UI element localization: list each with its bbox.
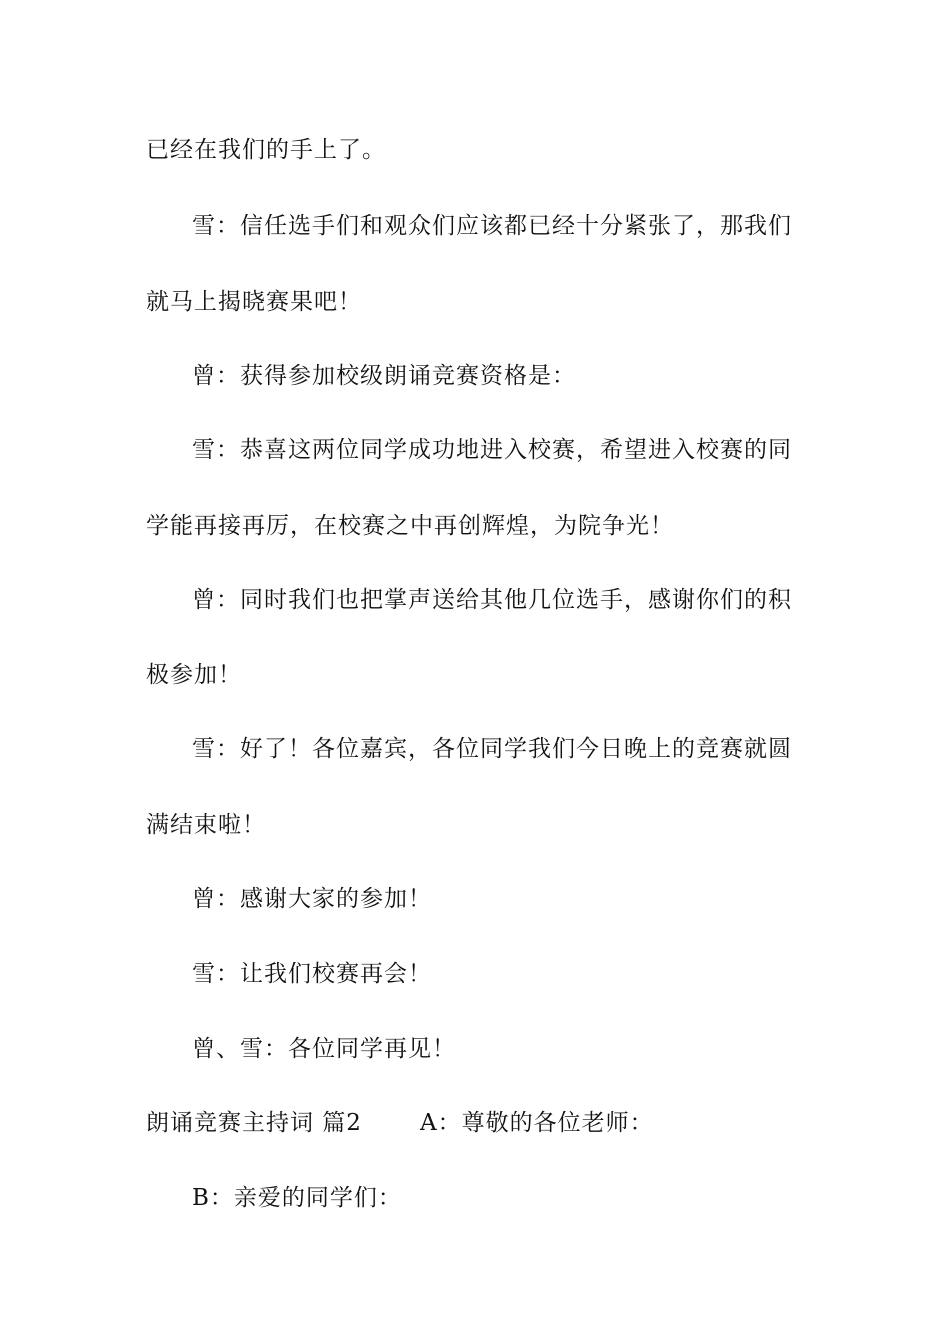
section-heading-line bbox=[146, 1108, 654, 1138]
paragraph-line: 满结束啦！ bbox=[146, 812, 266, 838]
paragraph-line: 就马上揭晓赛果吧！ bbox=[146, 289, 362, 315]
paragraph-line: 曾：获得参加校级朗诵竞赛资格是： bbox=[192, 363, 576, 389]
paragraph-line: 雪：让我们校赛再会！ bbox=[192, 961, 432, 987]
paragraph-line: 学能再接再厉，在校赛之中再创辉煌，为院争光！ bbox=[146, 513, 674, 539]
section-heading: 朗诵竞赛主持词 篇2 bbox=[146, 1110, 362, 1136]
paragraph-line: 极参加！ bbox=[146, 662, 242, 688]
paragraph-line: 雪：好了！各位嘉宾，各位同学我们今日晚上的竞赛就圆 bbox=[192, 736, 792, 762]
paragraph-line: 曾：同时我们也把掌声送给其他几位选手，感谢你们的积 bbox=[192, 587, 792, 613]
paragraph-line: B：亲爱的同学们： bbox=[192, 1185, 402, 1211]
paragraph-line: 曾：感谢大家的参加！ bbox=[192, 886, 432, 912]
paragraph-line: 雪：恭喜这两位同学成功地进入校赛，希望进入校赛的同 bbox=[192, 437, 792, 463]
paragraph-line: 雪：信任选手们和观众们应该都已经十分紧张了，那我们 bbox=[192, 213, 792, 239]
paragraph-line: 已经在我们的手上了。 bbox=[146, 137, 386, 163]
section-first-line: A：尊敬的各位老师： bbox=[419, 1110, 654, 1136]
paragraph-line: 曾、雪：各位同学再见！ bbox=[192, 1036, 456, 1062]
